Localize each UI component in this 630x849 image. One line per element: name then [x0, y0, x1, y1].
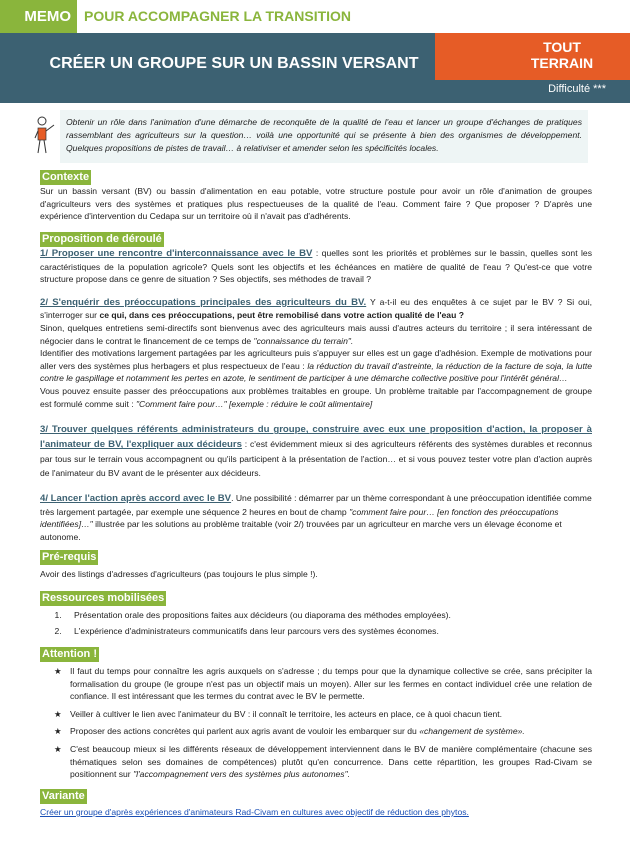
heading-deroule: Proposition de déroulé	[42, 233, 162, 245]
step-2-text2: Sinon, quelques entretiens semi-directifs sont bienvenus avec des agriculteurs mais aussi d'autres acteurs du territoire ; il sera intéressant de négocier dans le contrat le financement de ce temps de	[40, 322, 592, 346]
attention-text-italic: "l'accompagnement vers des systèmes plus autonomes".	[133, 769, 351, 780]
step-4-title: 4/ Lancer l'action après accord avec le BV	[40, 493, 232, 505]
step-3	[40, 422, 592, 480]
step-4	[40, 492, 592, 543]
step-2-italic2: la réduction du travail d'astreinte, la réduction de la facture de soja, la lutte contre le gaspillage et notamment les pertes en azote, le sentiment de participer à une démarche collective positive pour l'intérêt général…	[40, 360, 592, 384]
step-1-title: 1/ Proposer une rencontre d'interconnaissance avec le BV	[40, 248, 313, 259]
heading-attention: Attention !	[42, 648, 97, 660]
step-2-text3: Identifier des motivations largement partagées par les agriculteurs puis s'appuyer sur elles est un gage d'adhésion. Exemple de motivations pour aller vers des systèmes plus herbagers et plus respectueux de l'eau :	[40, 348, 592, 371]
attention-text-part: C'est beaucoup mieux si les différents réseaux de développement interviennent dans le BV de manière complémentaire (chacune ses thématiques selon ses domaines de compétences) plutôt qu'en concurrence. Dans cette répartition, les groupes Rad-Civam se positionnent sur	[70, 743, 592, 780]
stick-figure-icon	[34, 116, 56, 156]
memo-label: MEMO	[0, 0, 77, 33]
contexte-text: Sur un bassin versant (BV) ou bassin d'alimentation en eau potable, votre structure postule pour avoir un rôle d'animation de groupes d'agriculteurs vers des systèmes et pratiques plus respectueuses de la qualité de l'eau. Comment faire ? Que proposer ? D'après une expérience d'intervention du Cedapa sur un territoire où il n'avait pas d'adhérents.	[40, 186, 592, 222]
heading-variante: Variante	[42, 790, 85, 802]
attention-text	[70, 743, 592, 781]
attention-text: Veiller à cultiver le lien avec l'animateur du BV : il connaît le territoire, les acteurs en place, ce à quoi chacun tient.	[70, 708, 503, 719]
attention-item	[54, 665, 592, 703]
badge-line1: TOUT	[543, 39, 581, 55]
heading-prerequis: Pré-requis	[42, 551, 97, 563]
prerequis-text: Avoir des listings d'adresses d'agriculteurs (pas toujours le plus simple !).	[40, 569, 318, 579]
variante-link[interactable]: Créer un groupe d'après expériences d'animateurs Rad-Civam en cultures avec objectif de réduction des phytos.	[40, 807, 469, 817]
attention-item	[54, 725, 592, 738]
section-attention	[40, 647, 592, 786]
difficulty-label: Difficulté ***	[548, 83, 606, 95]
step-4-text2: illustrée par les solutions au problème traitable (voir 2/) trouvées par un agriculteur en marche vers un élevage économe et autonome.	[40, 519, 562, 542]
step-2-italic1: "connaissance du terrain".	[253, 335, 354, 346]
intro-box: Obtenir un rôle dans l'animation d'une démarche de reconquête de la qualité de l'eau et lancer un groupe d'échanges de pratiques rassemblant des agriculteurs sur la question… voilà une opportunité qui se présente à bien des organismes de développement. Quelques propositions de pistes de travail… à relativiser et amender selon les spécificités locales.	[60, 110, 588, 163]
step-4-text: . Une possibilité : démarrer par un thème correspondant à une préoccupation identifiée comme très largement partagée, par exemple une séquence 2 heures en bout de champ	[40, 493, 592, 517]
heading-ressources: Ressources mobilisées	[42, 592, 165, 604]
star-icon: ★	[54, 666, 62, 676]
attention-text-italic: «changement de système».	[419, 726, 525, 737]
star-icon: ★	[54, 743, 62, 754]
page-title: CRÉER UN GROUPE SUR UN BASSIN VERSANT	[49, 55, 419, 72]
step-2-italic3: "Comment faire pour…" [exemple : réduire le coût alimentaire]	[136, 398, 373, 409]
memo-subtitle: POUR ACCOMPAGNER LA TRANSITION	[84, 8, 352, 24]
star-icon: ★	[54, 726, 62, 737]
step-2-text: Y a-t-il eu des enquêtes à ce sujet par le BV ? Si oui, s'interroger sur	[40, 296, 592, 321]
section-prerequis	[40, 550, 592, 581]
section-ressources	[40, 591, 592, 640]
step-1	[40, 247, 592, 286]
resource-item: 1. Présentation orale des propositions faites aux décideurs (ou diaporama des méthodes employées).	[64, 609, 592, 622]
step-2-bold: ce qui, dans ces préoccupations, peut être remobilisé dans votre action qualité de l'eau ?	[99, 310, 464, 321]
star-icon: ★	[54, 708, 62, 719]
step-3-text: : c'est évidemment mieux si des agriculteurs référents des systèmes durables et reconnus par tous sur le terrain vous accompagnent ou qu'ils participent à la présentation de l'action… et si vous pouvez tester votre plan d'action auprès de l'animateur du BV avant de le présenter aux décideurs.	[40, 439, 593, 479]
step-4-italic: "comment faire pour… [en fonction des préoccupations identifiées]…"	[40, 506, 559, 530]
step-2-title: 2/ S'enquérir des préoccupations principales des agriculteurs du BV.	[40, 296, 367, 308]
attention-text: Il faut du temps pour connaître les agris auxquels on s'adresse ; du temps pour que la dynamique collective se crée, sans précipiter la formalisation du groupe (le groupe n'est pas un objectif mais un moyen). Aller sur les fermes en contact individuel crée une relation de confiance. Il est intéressant que les termes du contrat avec le BV le permette.	[70, 666, 592, 702]
step-3-title: 3/ Trouver quelques référents administrateurs du groupe, construire avec eux une proposition d'action, la proposer à l'animateur de BV, l'expliquer aux décideurs	[40, 424, 592, 451]
attention-item	[54, 743, 592, 781]
step-2	[40, 296, 592, 410]
badge-line2: TERRAIN	[530, 55, 594, 71]
section-variante	[40, 789, 592, 819]
attention-text	[70, 725, 525, 738]
tout-terrain-badge	[435, 33, 630, 80]
section-contexte	[40, 170, 592, 223]
resource-item: 2. L'expérience d'administrateurs communicatifs dans leur parcours vers des systèmes économes.	[64, 625, 592, 638]
step-2-text4: Vous pouvez ensuite passer des préoccupations aux problèmes traitables en groupe. Un problème traitable par l'accompagnement de groupe est formulé comme suit :	[40, 385, 592, 409]
step-1-text: : quelles sont les priorités et problèmes sur le bassin, quelles sont les caractéristiques de la population agricole? Quels sont les objectifs et les échéances en matière de qualité de l'eau ? Qu'est-ce que votre structure propose dans ce genre de situation ? Ses objectifs, ses méthodes de travail ?	[40, 248, 593, 285]
attention-item	[54, 708, 592, 721]
section-deroule	[40, 232, 592, 544]
heading-contexte: Contexte	[42, 171, 90, 183]
attention-text-part: Proposer des actions concrètes qui parlent aux agris avant de vouloir les embarquer sur du	[70, 726, 420, 737]
